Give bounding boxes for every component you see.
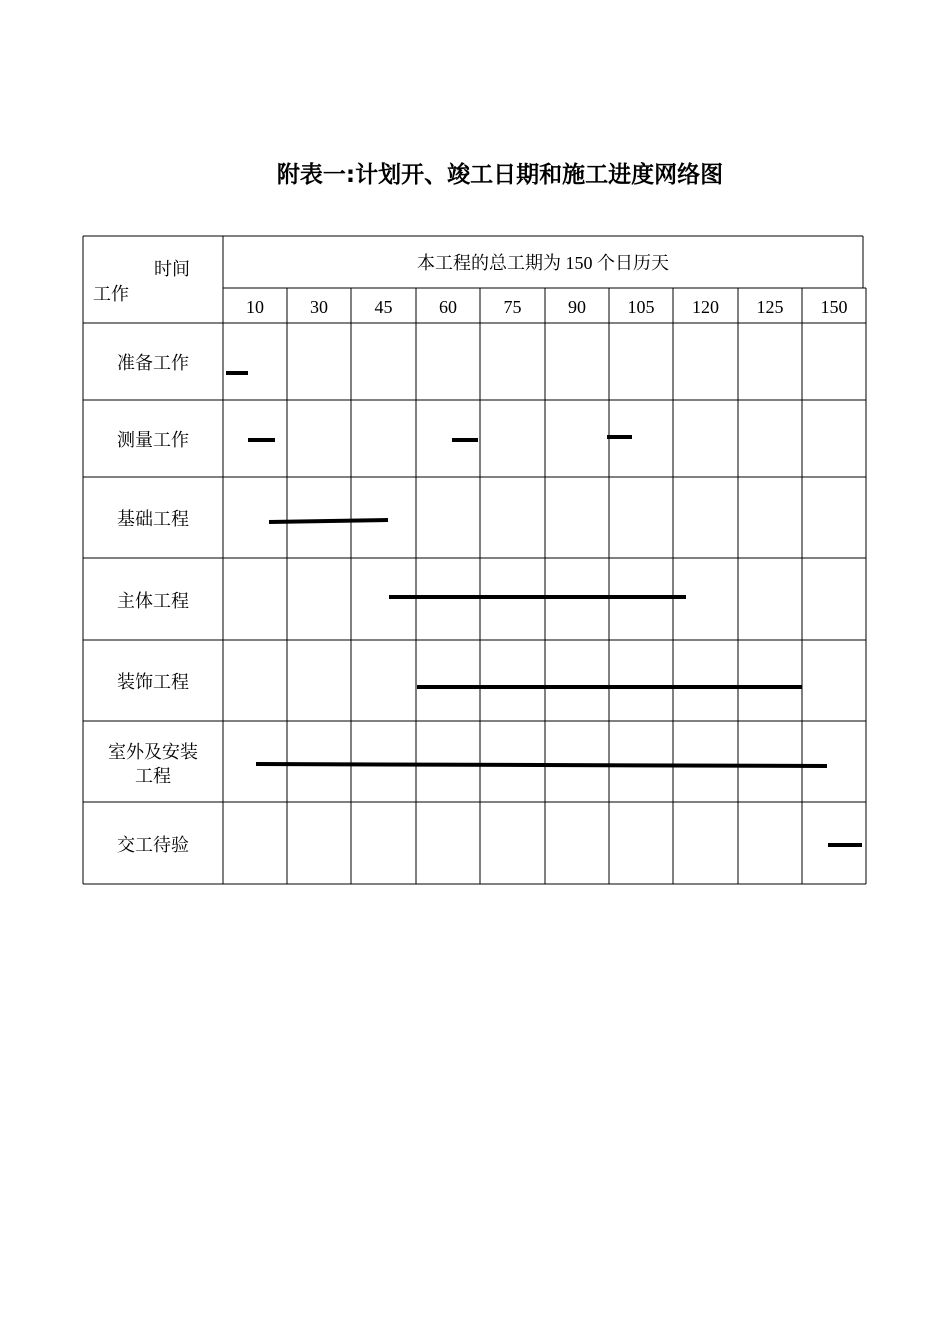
row-label-foundation: 基础工程 [117, 509, 189, 529]
row-label-exterior-installation-line1: 室外及安装 [108, 742, 198, 762]
row-label-survey: 测量工作 [117, 430, 189, 450]
page-title: 附表一:计划开、竣工日期和施工进度网络图 [276, 162, 724, 188]
gantt-bar-exterior-installation [256, 764, 827, 766]
row-label-handover: 交工待验 [117, 835, 189, 855]
gantt-bar-foundation [269, 520, 388, 522]
column-header-10: 150 [820, 297, 848, 317]
column-header-6: 90 [568, 297, 586, 317]
column-header-1: 10 [246, 297, 264, 317]
header-total-period: 本工程的总工期为 150 个日历天 [417, 253, 669, 273]
column-header-2: 30 [310, 297, 328, 317]
column-header-3: 45 [374, 297, 393, 317]
column-header-8: 120 [692, 297, 719, 317]
column-header-9: 125 [756, 297, 784, 317]
header-work-label: 工作 [93, 284, 129, 304]
column-header-4: 60 [439, 297, 457, 317]
header-time-label: 时间 [154, 259, 190, 279]
row-label-preparation: 准备工作 [117, 353, 189, 373]
row-label-decoration: 装饰工程 [117, 672, 189, 692]
row-label-exterior-installation-line2: 工程 [135, 766, 171, 786]
row-label-main-structure: 主体工程 [117, 591, 189, 611]
column-header-5: 75 [503, 297, 522, 317]
column-header-7: 105 [627, 297, 655, 317]
